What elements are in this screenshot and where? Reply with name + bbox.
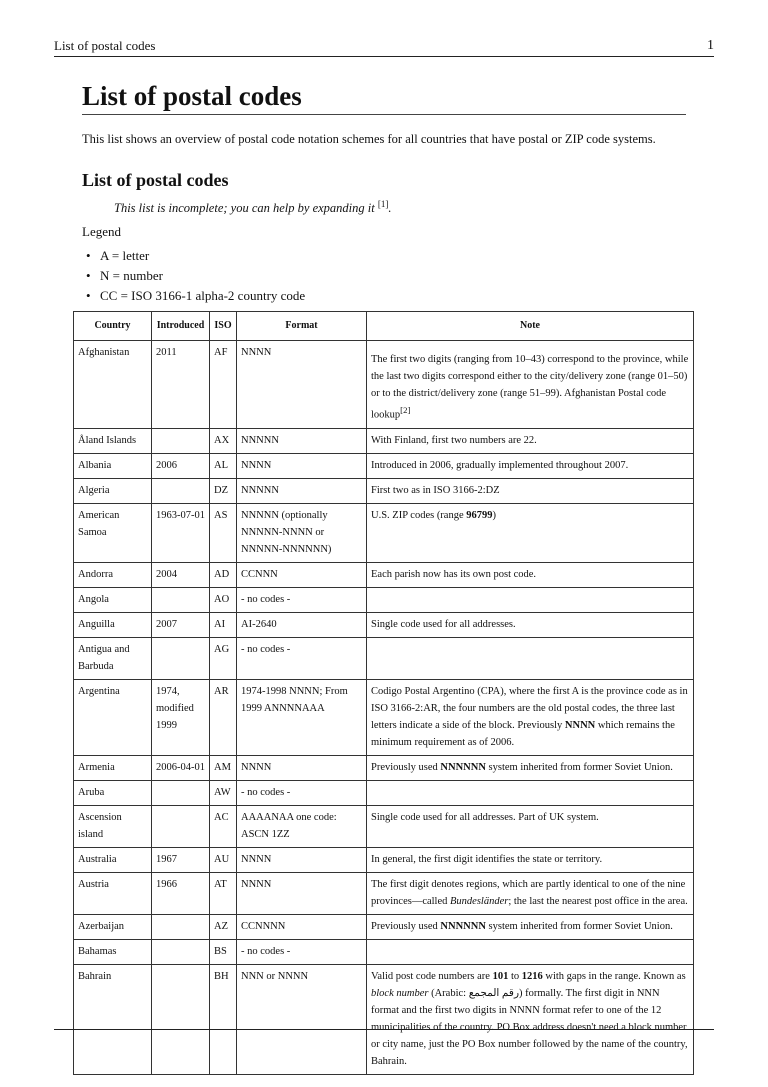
legend-item-text: A = letter xyxy=(100,248,150,264)
cell-country: Argentina xyxy=(74,679,152,755)
table-row xyxy=(74,780,694,805)
cell-iso: AT xyxy=(210,872,237,914)
table-row xyxy=(74,341,694,429)
cell-format: CCNNN xyxy=(237,562,367,587)
table-row xyxy=(74,805,694,847)
note-text: NNNN xyxy=(564,719,596,731)
note-text: Single code used for all addresses. xyxy=(371,618,516,630)
cell-introduced: 2006-04-01 xyxy=(152,755,210,780)
note-text: with gaps in the range. Known as xyxy=(542,970,686,982)
cell-iso: AS xyxy=(210,503,237,562)
cell-note xyxy=(367,872,694,914)
cell-note xyxy=(367,612,694,637)
cell-note xyxy=(367,503,694,562)
table-header-row xyxy=(74,312,694,341)
postal-codes-table xyxy=(73,311,694,1075)
note-text: system inherited from former Soviet Union. xyxy=(485,761,673,773)
cell-iso: AZ xyxy=(210,914,237,939)
note-text: block number xyxy=(371,987,429,999)
note-text: The first two digits (ranging from 10–43) correspond to the province, while the last two digits correspond either to the city/delivery zone (range 01–50) or to the district/delivery zone (range 51–99). Afghanistan Postal code lookup xyxy=(371,354,689,421)
table-row xyxy=(74,847,694,872)
note-text: NNNNNN xyxy=(440,920,486,932)
cell-iso: AU xyxy=(210,847,237,872)
note-text: Introduced in 2006, gradually implemented throughout 2007. xyxy=(371,459,629,471)
cell-introduced xyxy=(152,587,210,612)
cell-note xyxy=(367,805,694,847)
cell-note xyxy=(367,637,694,679)
cell-format: NNNN xyxy=(237,847,367,872)
cell-iso: AC xyxy=(210,805,237,847)
cell-format: - no codes - xyxy=(237,637,367,679)
cell-country: Austria xyxy=(74,872,152,914)
column-header-country: Country xyxy=(74,312,152,341)
note-text: Single code used for all addresses. Part of UK system. xyxy=(371,811,599,823)
note-text: The first digit denotes regions, which are partly identical to one of the nine provinces—called xyxy=(371,878,686,907)
table-row xyxy=(74,587,694,612)
cell-format: NNNN xyxy=(237,453,367,478)
cell-iso: AR xyxy=(210,679,237,755)
table-row xyxy=(74,964,694,1074)
cell-format: - no codes - xyxy=(237,780,367,805)
table-row xyxy=(74,428,694,453)
footer-rule xyxy=(54,1029,714,1030)
cell-format: AAAANAA one code: ASCN 1ZZ xyxy=(237,805,367,847)
cell-country: Bahamas xyxy=(74,939,152,964)
table-row xyxy=(74,637,694,679)
cell-introduced: 1966 xyxy=(152,872,210,914)
cell-introduced: 2007 xyxy=(152,612,210,637)
note-text: 96799 xyxy=(466,509,493,521)
note-text: ; the last the nearest post office in the area. xyxy=(508,895,688,907)
cell-iso: DZ xyxy=(210,478,237,503)
cell-format: AI-2640 xyxy=(237,612,367,637)
cell-note xyxy=(367,587,694,612)
table-row xyxy=(74,679,694,755)
page-title: List of postal codes xyxy=(82,80,686,115)
note-text: Previously used xyxy=(371,920,441,932)
cell-note xyxy=(367,939,694,964)
table-row xyxy=(74,478,694,503)
cell-country: Aruba xyxy=(74,780,152,805)
cell-country: Algeria xyxy=(74,478,152,503)
note-text: which remains the minimum requirement as of 2006. xyxy=(371,719,675,748)
note-text: With Finland, first two numbers are 22. xyxy=(371,434,537,446)
cell-iso: AM xyxy=(210,755,237,780)
table-row xyxy=(74,453,694,478)
cell-introduced xyxy=(152,637,210,679)
cell-note xyxy=(367,341,694,429)
cell-iso: AG xyxy=(210,637,237,679)
cell-format: NNNNN xyxy=(237,478,367,503)
legend-item xyxy=(86,286,702,306)
cell-introduced: 2006 xyxy=(152,453,210,478)
cell-introduced: 2004 xyxy=(152,562,210,587)
note-text: First two as in ISO 3166-2:DZ xyxy=(371,484,500,496)
running-header xyxy=(54,36,714,57)
cell-note xyxy=(367,964,694,1074)
cell-iso: AL xyxy=(210,453,237,478)
cell-country: Albania xyxy=(74,453,152,478)
column-header-note: Note xyxy=(367,312,694,341)
cell-country: American Samoa xyxy=(74,503,152,562)
cell-introduced xyxy=(152,478,210,503)
note-text: Valid post code numbers are xyxy=(371,970,493,982)
table-row xyxy=(74,755,694,780)
table-row xyxy=(74,612,694,637)
column-header-format: Format xyxy=(237,312,367,341)
cell-note xyxy=(367,679,694,755)
cell-format: NNNNN xyxy=(237,428,367,453)
running-title: List of postal codes xyxy=(54,38,156,53)
note-text: system inherited from former Soviet Union. xyxy=(485,920,673,932)
cell-iso: AI xyxy=(210,612,237,637)
cell-country: Azerbaijan xyxy=(74,914,152,939)
cell-introduced xyxy=(152,780,210,805)
cell-country: Anguilla xyxy=(74,612,152,637)
cell-iso: AO xyxy=(210,587,237,612)
bullet-icon: • xyxy=(86,268,91,284)
note-text: to xyxy=(508,970,522,982)
note-text: 1216 xyxy=(521,970,543,982)
cell-note xyxy=(367,453,694,478)
legend-item-text: CC = ISO 3166-1 alpha-2 country code xyxy=(100,288,306,304)
note-text: 101 xyxy=(492,970,509,982)
cell-introduced: 1963-07-01 xyxy=(152,503,210,562)
table-body xyxy=(74,341,694,1075)
note-reference[interactable]: [2] xyxy=(400,405,411,415)
cell-country: Åland Islands xyxy=(74,428,152,453)
cell-format: NNN or NNNN xyxy=(237,964,367,1074)
table-row xyxy=(74,562,694,587)
hatnote-reference[interactable]: [1] xyxy=(377,199,389,209)
table-row xyxy=(74,939,694,964)
cell-note xyxy=(367,914,694,939)
cell-note xyxy=(367,478,694,503)
section-heading: List of postal codes xyxy=(82,170,229,190)
cell-country: Ascension island xyxy=(74,805,152,847)
cell-introduced: 1967 xyxy=(152,847,210,872)
legend-list xyxy=(82,246,702,306)
cell-note xyxy=(367,562,694,587)
cell-iso: AD xyxy=(210,562,237,587)
cell-iso: BS xyxy=(210,939,237,964)
hatnote-text: This list is incomplete; you can help by expanding it xyxy=(114,201,375,216)
cell-country: Andorra xyxy=(74,562,152,587)
bullet-icon: • xyxy=(86,248,91,264)
article-content xyxy=(82,80,702,306)
table-row xyxy=(74,872,694,914)
cell-introduced xyxy=(152,428,210,453)
note-text: ) xyxy=(492,509,497,521)
cell-format: NNNN xyxy=(237,755,367,780)
cell-introduced: 2011 xyxy=(152,341,210,429)
cell-country: Armenia xyxy=(74,755,152,780)
cell-note xyxy=(367,755,694,780)
cell-country: Bahrain xyxy=(74,964,152,1074)
cell-introduced xyxy=(152,805,210,847)
cell-format: NNNNN (optionally NNNNN-NNNN or NNNNN-NNNNNN) xyxy=(237,503,367,562)
note-text: Bundesländer xyxy=(450,895,509,907)
cell-iso: AW xyxy=(210,780,237,805)
legend-item-text: N = number xyxy=(100,268,163,284)
cell-introduced xyxy=(152,939,210,964)
note-text: (Arabic: رقم المجمع) formally. The first digit in NNN format and the first two digits in NNNN format refer to one of the 12 municipalities of the country. PO Box address doesn't need a block number or city name, just the PO Box number followed by the name of the country, Bahrain. xyxy=(371,987,688,1067)
legend-item xyxy=(86,246,702,266)
cell-country: Australia xyxy=(74,847,152,872)
legend-item xyxy=(86,266,702,286)
note-text: NNNNNN xyxy=(440,761,486,773)
intro-paragraph: This list shows an overview of postal code notation schemes for all countries that have postal or ZIP code systems. xyxy=(82,132,656,146)
cell-introduced xyxy=(152,914,210,939)
cell-country: Afghanistan xyxy=(74,341,152,429)
table-row xyxy=(74,914,694,939)
cell-format: - no codes - xyxy=(237,587,367,612)
note-text: Previously used xyxy=(371,761,441,773)
cell-country: Angola xyxy=(74,587,152,612)
cell-note xyxy=(367,428,694,453)
hatnote xyxy=(114,199,702,216)
cell-format: 1974-1998 NNNN; From 1999 ANNNNAAA xyxy=(237,679,367,755)
table-row xyxy=(74,503,694,562)
cell-country: Antigua and Barbuda xyxy=(74,637,152,679)
cell-format: - no codes - xyxy=(237,939,367,964)
note-text: Codigo Postal Argentino (CPA), where the first A is the province code as in ISO 3166-2:AR, the four numbers are the old postal codes, the three last letters indicate a side of the block. Previously xyxy=(371,685,688,731)
cell-format: CCNNNN xyxy=(237,914,367,939)
note-text: In general, the first digit identifies the state or territory. xyxy=(371,853,603,865)
column-header-introduced: Introduced xyxy=(152,312,210,341)
cell-iso: AX xyxy=(210,428,237,453)
cell-note xyxy=(367,847,694,872)
cell-introduced xyxy=(152,964,210,1074)
bullet-icon: • xyxy=(86,288,91,304)
cell-format: NNNN xyxy=(237,872,367,914)
cell-introduced: 1974, modified 1999 xyxy=(152,679,210,755)
cell-iso: BH xyxy=(210,964,237,1074)
hatnote-end: . xyxy=(388,201,392,216)
column-header-iso: ISO xyxy=(210,312,237,341)
cell-format: NNNN xyxy=(237,341,367,429)
note-text: U.S. ZIP codes (range xyxy=(371,509,467,521)
cell-note xyxy=(367,780,694,805)
legend-label: Legend xyxy=(82,224,121,240)
note-text: Each parish now has its own post code. xyxy=(371,568,537,580)
page-number: 1 xyxy=(707,38,714,53)
cell-iso: AF xyxy=(210,341,237,429)
